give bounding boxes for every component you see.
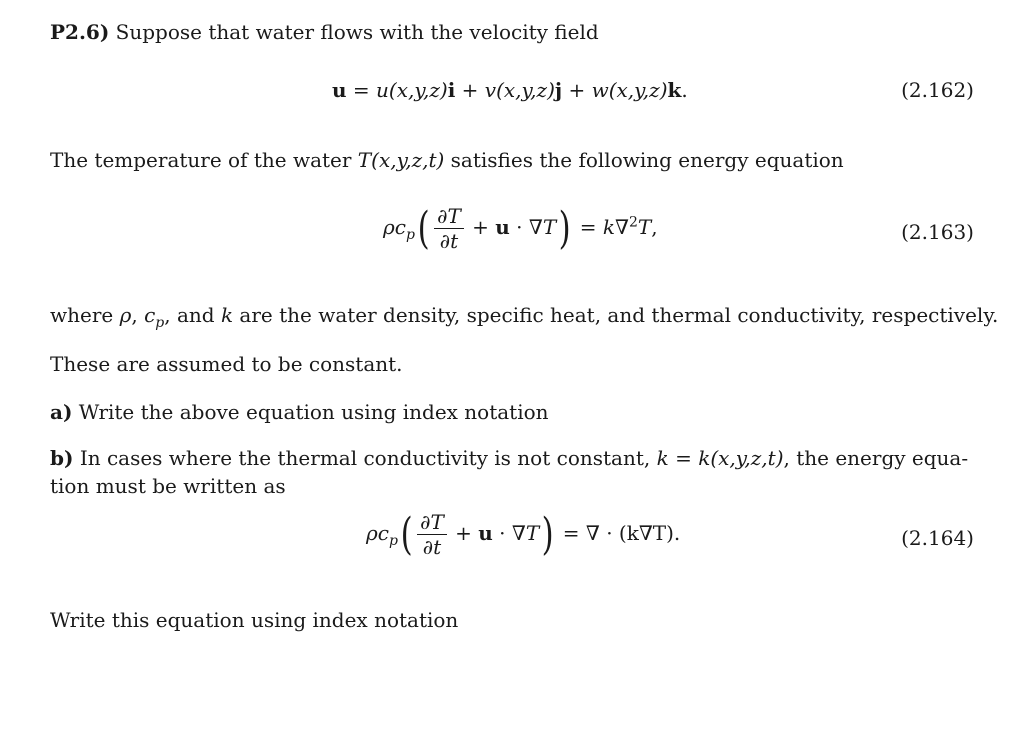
part-a-text: Write the above equation using index notation: [78, 400, 549, 424]
final-instruction: Write this equation using index notation: [50, 608, 459, 632]
temp-text-after: satisfies the following energy equation: [444, 148, 844, 172]
where-pre: where: [50, 303, 120, 327]
rho-symbol: ρ: [119, 303, 132, 327]
temp-variable: T(x,y,z,t): [357, 148, 445, 172]
part-b-line2: tion must be written as: [50, 474, 286, 498]
temperature-sentence: [50, 148, 844, 172]
where-sentence: where ρ, $c_p$, and k are the water density, specific heat, and thermal conductivity, respectively.: [50, 303, 999, 331]
equation-number: (2.162): [901, 78, 974, 102]
eq-u-vector: u: [332, 78, 347, 102]
part-b-text1: In cases where the thermal conductivity is not constant,: [79, 446, 657, 470]
where-and: , and: [164, 303, 221, 327]
eq-i-unit: i: [447, 78, 456, 102]
part-b-label: b): [50, 446, 74, 470]
p-subscript: p: [155, 315, 165, 331]
temp-text-before: The temperature of the water: [50, 148, 358, 172]
part-b-k-expression: k = k(x,y,z,t): [656, 446, 784, 470]
equation-2-163-body: $\rho c_p$( $\frac{\partial T}{\partial t}$ + u · ∇T) = k∇$^2$T,: [383, 202, 658, 254]
equation-number: (2.164): [901, 526, 974, 550]
problem-label: P2.6): [50, 20, 110, 44]
constant-sentence: These are assumed to be constant.: [50, 352, 403, 376]
eq-k-unit: k: [667, 78, 682, 102]
eq-u-component: u(x,y,z): [376, 78, 448, 102]
part-b-text2: , the energy equa-: [783, 446, 969, 470]
k-symbol: k: [220, 303, 234, 327]
eq164-rhs: = ∇ · (k∇T).: [562, 521, 681, 545]
eq-w-component: w(x,y,z): [591, 78, 668, 102]
where-post: are the water density, specific heat, and thermal conductivity, respectively.: [233, 303, 999, 327]
part-b-line1: [50, 446, 968, 470]
c-symbol: c: [144, 303, 156, 327]
eq-j-unit: j: [554, 78, 563, 102]
problem-intro: Suppose that water flows with the velocity field: [115, 20, 599, 44]
equation-number: (2.163): [901, 220, 974, 244]
eq-v-component: v(x,y,z): [484, 78, 555, 102]
equation-2-164-body: $\rho c_p$( $\frac{\partial T}{\partial t}$ + u · ∇T) = ∇ · (k∇T).: [366, 508, 681, 560]
equation-2-162-body: u = u(x,y,z)i + v(x,y,z)j + w(x,y,z)k.: [332, 78, 688, 102]
problem-heading: [50, 20, 599, 44]
part-a: [50, 400, 549, 424]
part-a-label: a): [50, 400, 73, 424]
